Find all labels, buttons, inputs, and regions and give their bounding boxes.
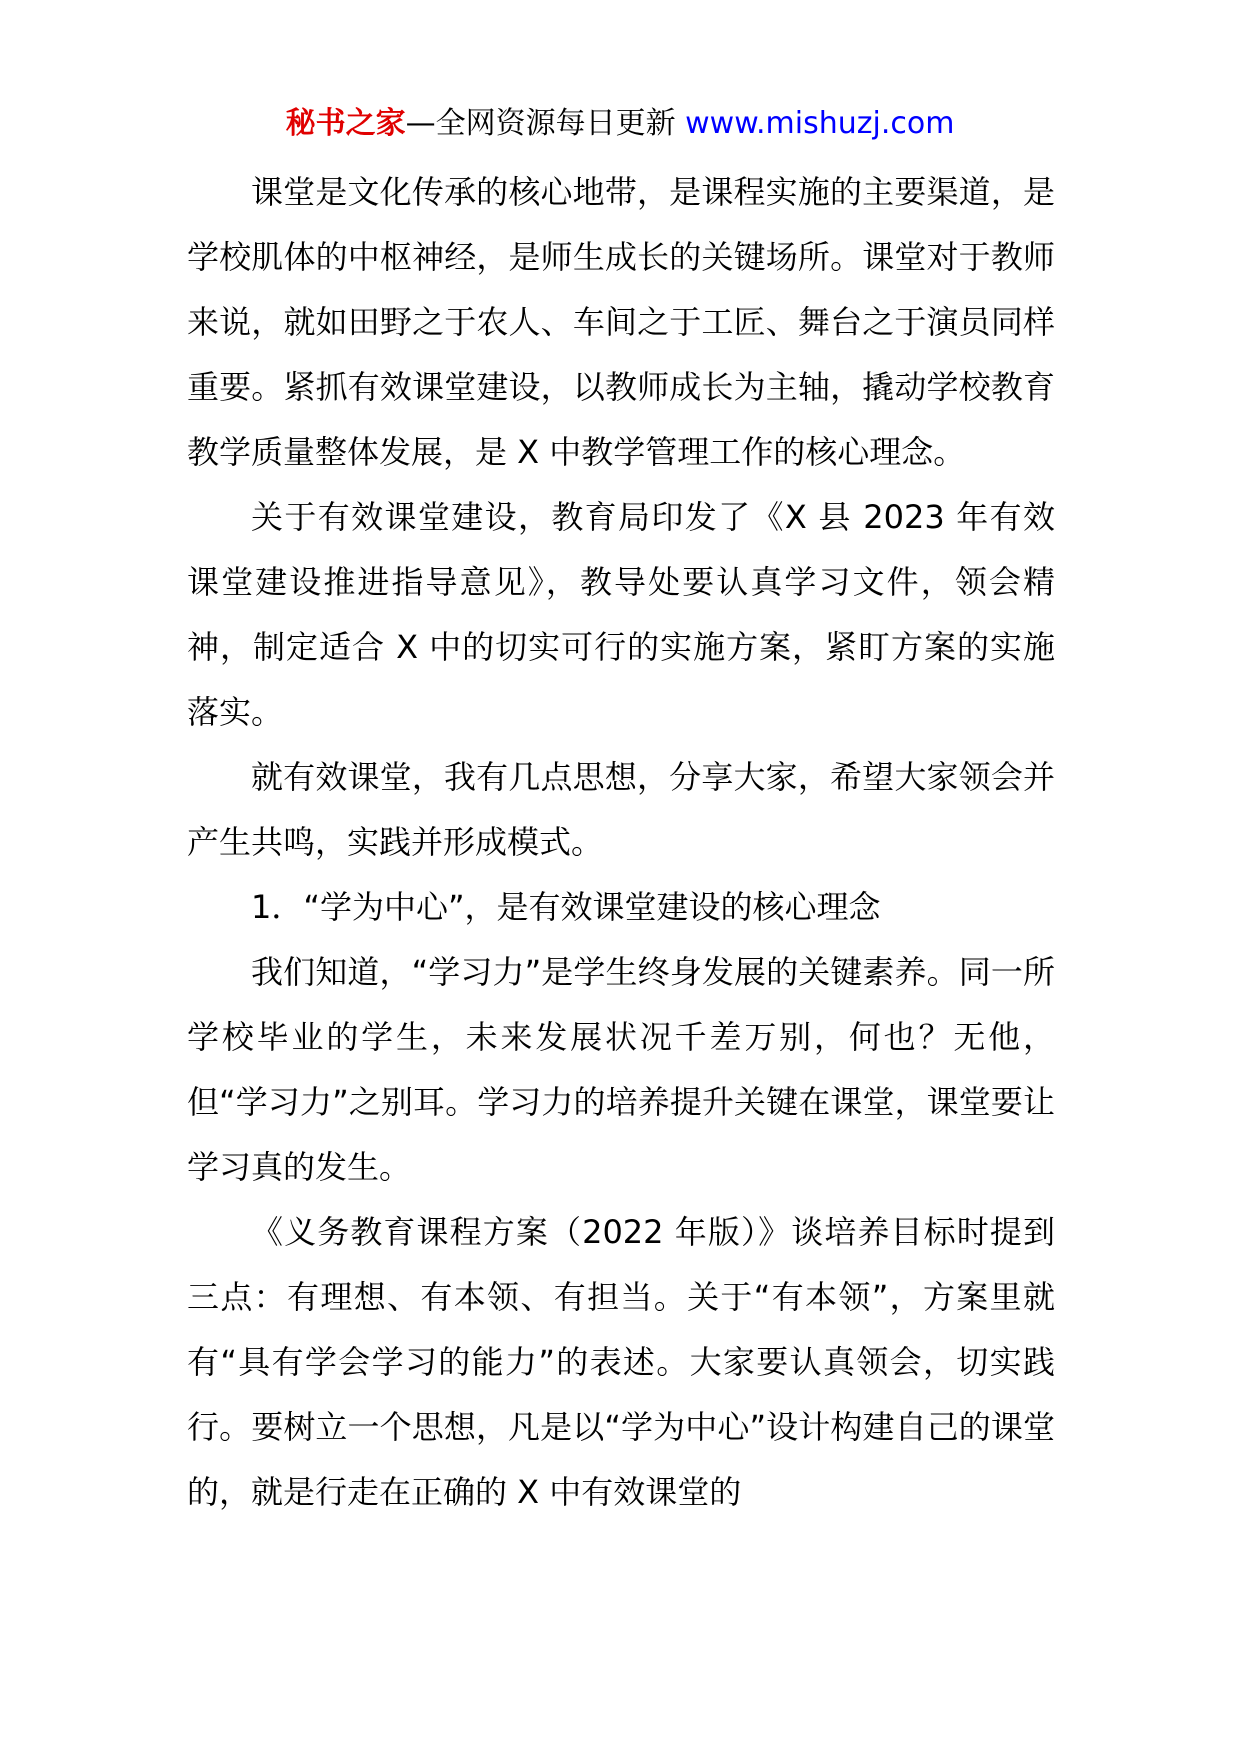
paragraph-guidance: 关于有效课堂建设，教育局印发了《X 县 2023 年有效课堂建设推进指导意见》，教导处要认真学习文件，领会精神，制定适合 X 中的切实可行的实施方案，紧盯方案的实施落实。 [187,498,1055,731]
document-body [187,160,1055,1525]
site-brand: 秘书之家 [285,106,406,141]
site-url-link[interactable]: www.mishuzj.com [685,106,955,141]
paragraph-intro: 课堂是文化传承的核心地带，是课程实施的主要渠道，是学校肌体的中枢神经，是师生成长的关键场所。课堂对于教师来说，就如田野之于农人、车间之于工匠、舞台之于演员同样重要。紧抓有效课堂建设，以教师成长为主轴，撬动学校教育教学质量整体发展，是 X 中教学管理工作的核心理念。 [187,173,1055,471]
paragraph-learning-ability: 我们知道，“学习力”是学生终身发展的关键素养。同一所学校毕业的学生，未来发展状况千差万别，何也？无他，但“学习力”之别耳。学习力的培养提升关键在课堂，课堂要让学习真的发生。 [187,953,1055,1186]
paragraph-curriculum-plan: 《义务教育课程方案（2022 年版）》谈培养目标时提到三点：有理想、有本领、有担当。关于“有本领”，方案里就有“具有学会学习的能力”的表述。大家要认真领会，切实践行。要树立一个思想，凡是以“学为中心”设计构建自己的课堂的，就是行走在正确的 X 中有效课堂的 [187,1213,1055,1511]
section-heading-1: 1．“学为中心”，是有效课堂建设的核心理念 [251,888,881,926]
paragraph-thoughts: 就有效课堂，我有几点思想，分享大家，希望大家领会并产生共鸣，实践并形成模式。 [187,758,1055,861]
site-header [0,104,1240,144]
site-slogan: —全网资源每日更新 [405,106,676,141]
